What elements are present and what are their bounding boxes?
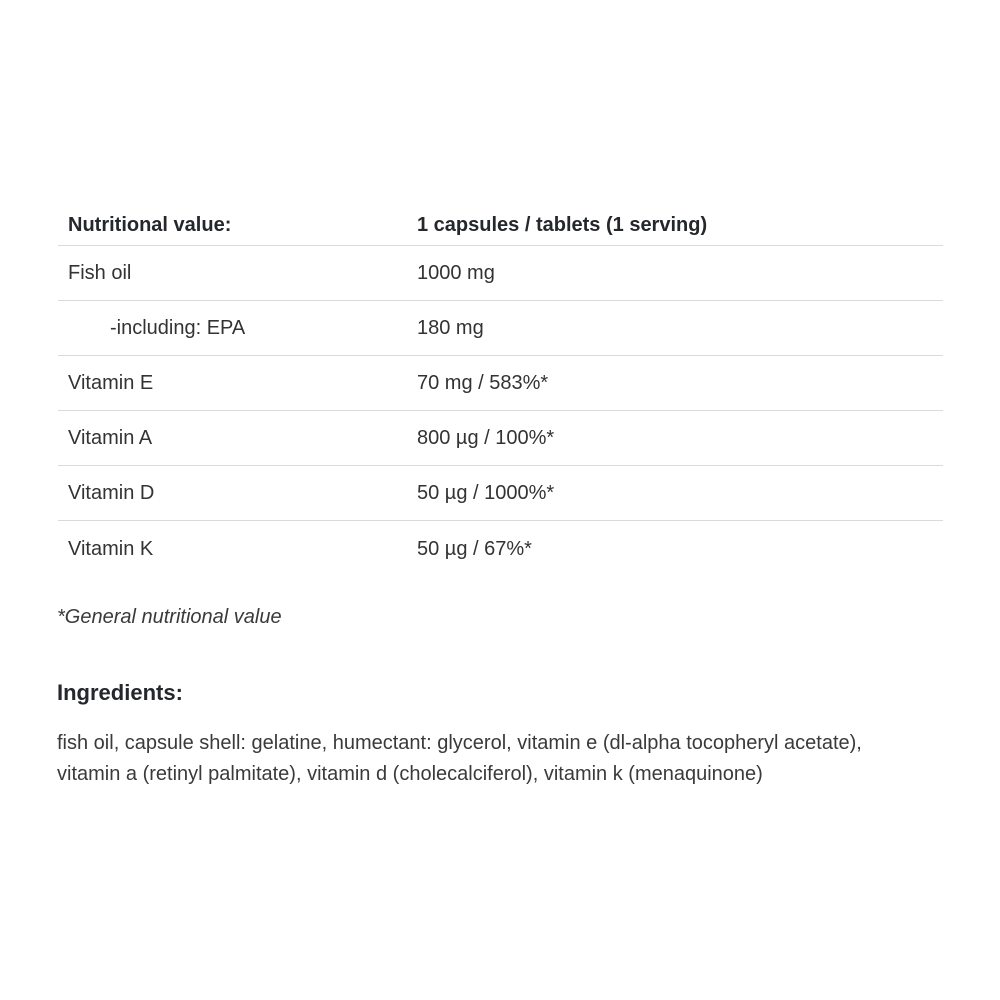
general-value-footnote: *General nutritional value: [57, 606, 282, 628]
ingredients-heading: Ingredients:: [57, 680, 183, 705]
nutrition-row: [58, 356, 943, 411]
nutrient-name: Fish oil: [68, 261, 132, 284]
nutrient-name: Vitamin K: [68, 537, 154, 560]
nutrition-row: [58, 246, 943, 301]
ingredients-line-2: vitamin a (retinyl palmitate), vitamin d (cholecalciferol), vitamin k (menaquinone): [57, 763, 763, 785]
nutrient-amount: 180 mg: [417, 316, 484, 339]
nutrient-amount: 800 µg / 100%*: [417, 426, 555, 449]
ingredients-line-1: fish oil, capsule shell: gelatine, humectant: glycerol, vitamin e (dl-alpha tocopheryl acetate),: [57, 732, 862, 754]
nutrient-name: -including: EPA: [110, 316, 246, 339]
nutrient-name: Vitamin D: [68, 481, 155, 504]
nutrition-row: [58, 301, 943, 356]
nutrition-table: [58, 205, 943, 577]
nutrient-amount: 70 mg / 583%*: [417, 371, 549, 394]
nutrition-row: [58, 411, 943, 466]
nutrition-row: [58, 466, 943, 521]
nutrient-amount: 1000 mg: [417, 261, 495, 284]
nutrient-amount: 50 µg / 1000%*: [417, 481, 555, 504]
nutrient-name: Vitamin A: [68, 426, 153, 449]
nutrition-table-header: [58, 205, 943, 246]
nutrition-row: [58, 521, 943, 577]
nutrient-amount: 50 µg / 67%*: [417, 537, 532, 560]
nutrition-header-label: Nutritional value:: [68, 213, 232, 236]
ingredients-text: [57, 728, 862, 790]
nutrient-name: Vitamin E: [68, 371, 154, 394]
nutrition-table-body: [58, 246, 943, 577]
nutrition-header-serving: 1 capsules / tablets (1 serving): [417, 213, 708, 236]
